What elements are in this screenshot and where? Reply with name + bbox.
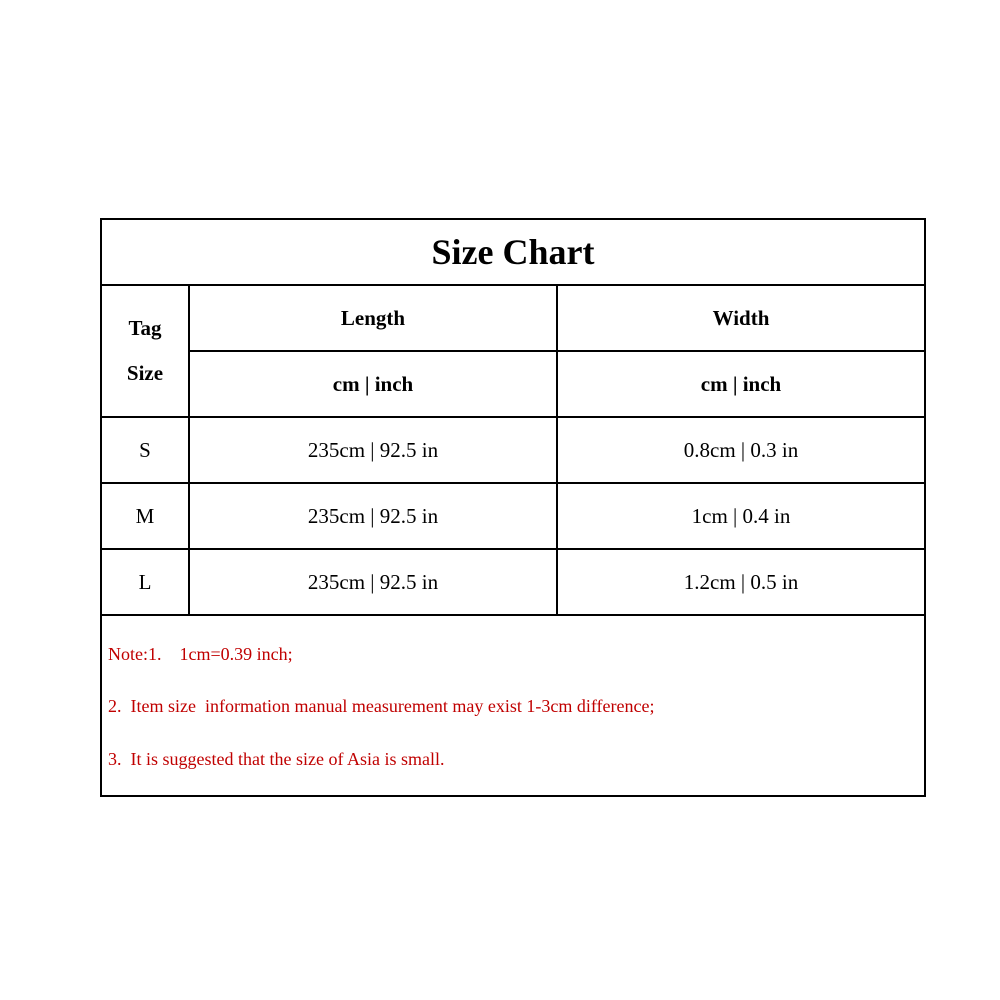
- width-units-header: cm | inch: [700, 371, 782, 396]
- table-cell-size: L: [138, 569, 152, 594]
- table-cell-length: 235cm | 92.5 in: [307, 503, 439, 528]
- tag-size-header-line2: Size: [126, 361, 164, 385]
- table-cell-width: 1.2cm | 0.5 in: [683, 569, 799, 594]
- table-cell-size: S: [139, 437, 151, 462]
- note-2: 2. Item size information manual measurement may exist 1-3cm difference;: [108, 696, 655, 716]
- table-cell-width: 0.8cm | 0.3 in: [683, 437, 799, 462]
- length-header: Length: [340, 305, 406, 330]
- divider: [102, 614, 924, 616]
- tag-size-header: [102, 286, 188, 416]
- table-cell-width: 1cm | 0.4 in: [691, 503, 791, 528]
- table-cell-size: M: [135, 503, 155, 528]
- width-header: Width: [712, 305, 770, 330]
- note-1: Note:1. 1cm=0.39 inch;: [108, 644, 293, 664]
- tag-size-header-line1: Tag: [128, 316, 162, 340]
- note-3: 3. It is suggested that the size of Asia is small.: [108, 749, 445, 769]
- length-units-header: cm | inch: [332, 371, 414, 396]
- size-chart-table: [100, 218, 926, 797]
- table-cell-length: 235cm | 92.5 in: [307, 569, 439, 594]
- table-cell-length: 235cm | 92.5 in: [307, 437, 439, 462]
- chart-title: Size Chart: [102, 220, 924, 286]
